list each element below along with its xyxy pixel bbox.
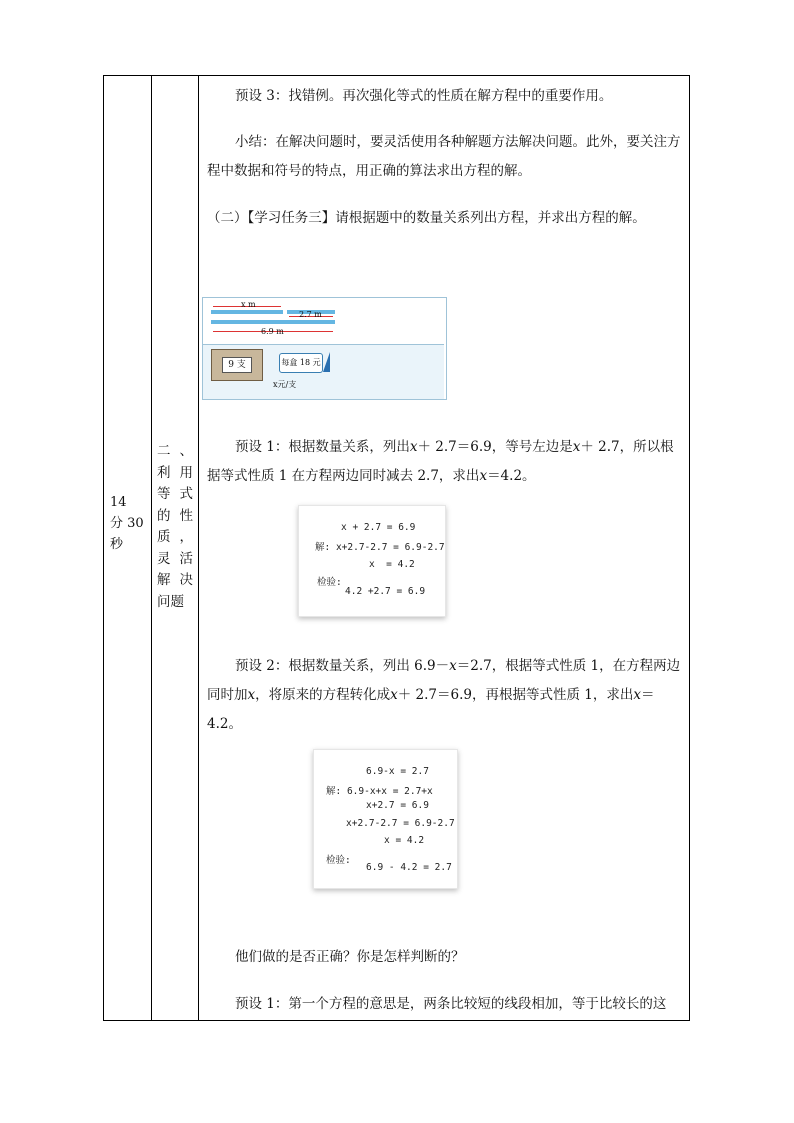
preset-1: 预设 1：根据数量关系，列出x＋ 2.7＝6.9，等号左边是x＋ 2.7，所以根据等式性质 1 在方程两边同时减去 2.7，求出x＝4.2。 <box>207 439 674 484</box>
stage-column <box>152 76 198 1020</box>
label-x-m: x m <box>241 300 256 309</box>
segment-x <box>211 310 283 314</box>
time-cell <box>110 492 150 555</box>
stage-char: 等 <box>157 486 180 502</box>
stage-char: 灵 <box>157 550 180 567</box>
stage-cell <box>157 441 193 613</box>
stage-char: 质 <box>157 529 180 545</box>
stage-char: 决 <box>179 572 193 588</box>
handwritten-solution-2 <box>313 749 458 889</box>
unit-label: x元/支 <box>273 380 297 389</box>
price-tag: 每盒 18 元 <box>279 353 323 373</box>
flag-icon <box>323 352 330 372</box>
hw-line: x = 4.2 <box>369 559 415 570</box>
stage-char: 二 <box>157 443 180 459</box>
stage-char: 用 <box>179 464 193 481</box>
summary: 小结：在解决问题时，要灵活使用各种解题方法解决问题。此外，要关注方程中数据和符号的特点，用正确的算法求出方程的解。 <box>207 134 681 179</box>
box-label: 9 支 <box>222 357 252 373</box>
time-line-2: 分 30 <box>110 516 144 531</box>
question: 他们做的是否正确？你是怎样判断的？ <box>235 949 465 965</box>
segment-6-9 <box>211 320 335 324</box>
stage-char: 问题 <box>157 593 184 610</box>
label-6-9-m: 6.9 m <box>261 327 284 336</box>
price-diagram <box>203 345 444 399</box>
problem-figure <box>202 297 447 400</box>
hw-line: x + 2.7 = 6.9 <box>341 522 416 533</box>
stage-char: 、 <box>179 443 193 459</box>
time-line-3: 秒 <box>110 537 124 552</box>
hw-line: 解: x+2.7-2.7 = 6.9-2.7 <box>315 542 445 553</box>
hw-line: 4.2 +2.7 = 6.9 <box>345 586 426 597</box>
handwritten-solution-1 <box>298 505 446 617</box>
preset-3: 预设 3：找错例。再次强化等式的性质在解方程中的重要作用。 <box>235 88 613 104</box>
hw-line: x+2.7 = 6.9 <box>366 800 429 811</box>
preset-2: 预设 2：根据数量关系，列出 6.9－x＝2.7，根据等式性质 1，在方程两边同时加x，将原来的方程转化成x＋ 2.7＝6.9，再根据等式性质 1，求出x＝4.2。 <box>207 658 681 732</box>
hw-line: x = 4.2 <box>384 835 425 846</box>
hw-line: x+2.7-2.7 = 6.9-2.7 <box>346 818 455 829</box>
time-column <box>104 76 152 1020</box>
time-line-1: 14 <box>110 495 127 510</box>
preset-1-explanation: 预设 1：第一个方程的意思是，两条比较短的线段相加，等于比较长的这 <box>235 996 667 1012</box>
segment-diagram <box>203 298 444 345</box>
hw-line: 6.9 - 4.2 = 2.7 <box>366 862 452 873</box>
hw-line: 6.9-x = 2.7 <box>366 766 429 777</box>
hw-line: 检验: <box>317 577 342 588</box>
hw-line: 解: 6.9-x+x = 2.7+x <box>326 786 433 797</box>
stage-char: 活 <box>179 550 193 567</box>
stage-char: 的 <box>157 507 180 524</box>
label-2-7-m: 2.7 m <box>299 310 322 319</box>
pencil-box-image <box>211 349 263 381</box>
stage-char: 性 <box>179 507 193 524</box>
stage-char: ， <box>179 529 193 545</box>
stage-char: 式 <box>179 486 193 502</box>
task-3-heading: （二）【学习任务三】请根据题中的数量关系列出方程，并求出方程的解。 <box>207 210 646 226</box>
stage-char: 利 <box>157 464 180 481</box>
stage-char: 解 <box>157 572 180 588</box>
hw-line: 检验: <box>326 855 351 866</box>
